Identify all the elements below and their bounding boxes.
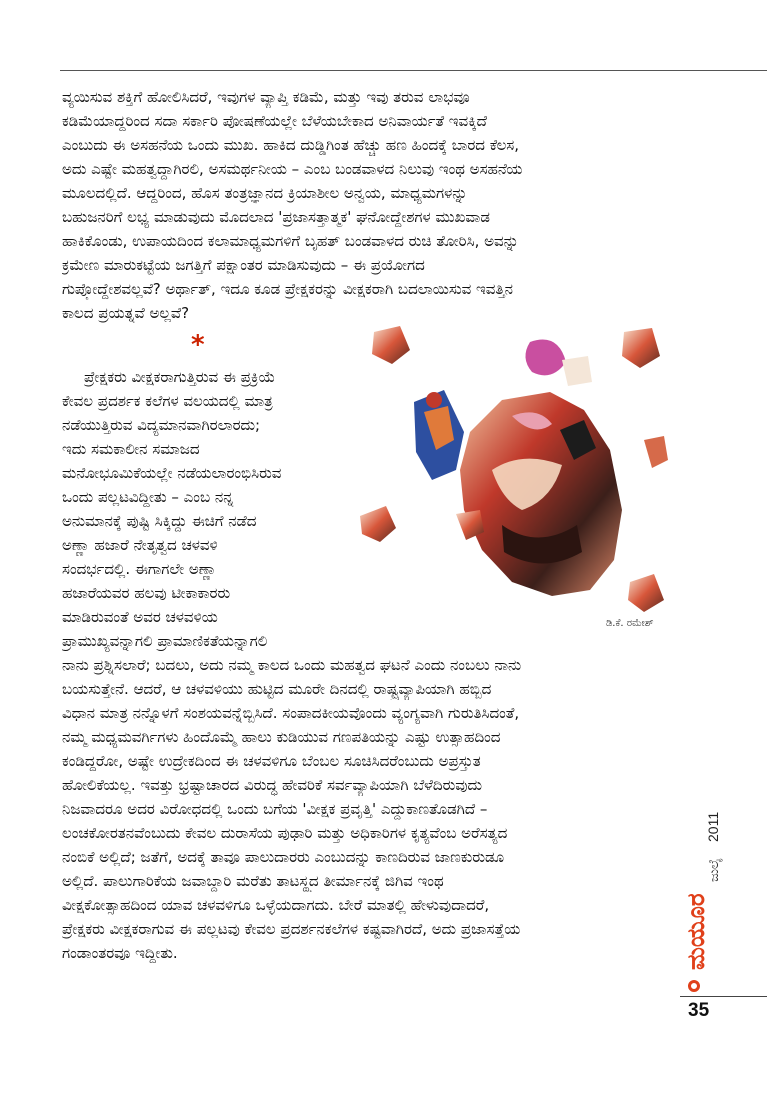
text-line: ಪ್ರಾಮುಖ್ಯವನ್ನಾಗಲಿ ಪ್ರಾಮಾಣಿಕತೆಯನ್ನಾಗಲಿ xyxy=(62,632,268,650)
section-separator: * xyxy=(191,330,205,360)
text-line: ಅದು ಎಷ್ಟೇ ಮಹತ್ವದ್ದಾಗಿರಲಿ, ಅಸಮರ್ಥನೀಯ – ಎಂಬ ಬಂಡವಾಳದ ನಿಲುವು ಇಂಥ ಅಸಹನೆಯ xyxy=(62,160,523,178)
magazine-side-strip xyxy=(682,780,726,970)
text-line: ಎಂಬುದು ಈ ಅಸಹನೆಯ ಒಂದು ಮುಖ. ಹಾಕಿದ ದುಡ್ಡಿಗಿಂತ ಹೆಚ್ಚು ಹಣ ಹಿಂದಕ್ಕೆ ಬಾರದ ಕೆಲಸ, xyxy=(62,136,520,154)
text-line: ಇದು ಸಮಕಾಲೀನ ಸಮಾಜದ xyxy=(62,440,200,458)
text-line: ಅಣ್ಣಾ ಹಜಾರೆ ನೇತೃತ್ವದ ಚಳವಳಿ xyxy=(62,536,218,554)
text-line: ನಾನು ಪ್ರಶ್ನಿಸಲಾರೆ; ಬದಲು, ಅದು ನಮ್ಮ ಕಾಲದ ಒಂದು ಮಹತ್ವದ ಘಟನೆ ಎಂದು ನಂಬಲು ನಾನು xyxy=(62,656,522,674)
text-line: ನಿಜವಾದರೂ ಅದರ ವಿರೋಧದಲ್ಲಿ ಒಂದು ಬಗೆಯ 'ವೀಕ್ಷಕ ಪ್ರವೃತ್ತಿ' ಎದ್ದುಕಾಣತೊಡಗಿದೆ – xyxy=(62,800,488,818)
page-number: 35 xyxy=(688,1000,710,1021)
text-line: ಲಂಚಕೋರತನವೆಂಬುದು ಕೇವಲ ದುರಾಸೆಯ ಪುಢಾರಿ ಮತ್ತು ಅಧಿಕಾರಿಗಳ ಕೃತ್ಯವೆಂಬ ಅರೆಸತ್ಯದ xyxy=(62,824,508,842)
top-rule xyxy=(60,70,767,71)
text-line: ಗಂಡಾಂತರವೂ ಇದ್ದೀತು. xyxy=(62,944,178,962)
text-line: ಮಾಡಿರುವಂತೆ ಅವರ ಚಳವಳಿಯ xyxy=(62,608,218,626)
text-line: ಸಂದರ್ಭದಲ್ಲಿ. ಈಗಾಗಲೇ ಅಣ್ಣಾ xyxy=(62,560,217,578)
text-line: ನಡೆಯುತ್ತಿರುವ ವಿದ್ಯಮಾನವಾಗಿರಲಾರದು; xyxy=(62,416,261,434)
illustration-credit: ಡಿ.ಕೆ. ರಮೇಶ್ xyxy=(606,618,654,629)
issue-year: 2011 xyxy=(705,811,721,842)
decorative-circle-icon xyxy=(688,980,700,992)
text-line: ನಮ್ಮ ಮಧ್ಯಮವರ್ಗಿಗಳು ಹಿಂದೊಮ್ಮೆ ಹಾಲು ಕುಡಿಯುವ ಗಣಪತಿಯನ್ನು ಎಷ್ಟು ಉತ್ಸಾಹದಿಂದ xyxy=(62,728,501,746)
text-line: ಕೇವಲ ಪ್ರದರ್ಶಕ ಕಲೆಗಳ ವಲಯದಲ್ಲಿ ಮಾತ್ರ xyxy=(62,392,273,410)
text-line: ಅಲ್ಲಿದೆ. ಪಾಲುಗಾರಿಕೆಯ ಜವಾಬ್ದಾರಿ ಮರೆತು ತಾಟಸ್ಥ್ಯದ ತೀರ್ಮಾನಕ್ಕೆ ಜಿಗಿವ ಇಂಥ xyxy=(62,872,444,890)
text-line: ಅನುಮಾನಕ್ಕೆ ಪುಷ್ಟಿ ಸಿಕ್ಕಿದ್ದು ಈಚಿಗೆ ನಡೆದ xyxy=(62,512,257,530)
text-line: ಬಹುಜನರಿಗೆ ಲಭ್ಯ ಮಾಡುವುದು ಮೊದಲಾದ 'ಪ್ರಜಾಸತ್ತಾತ್ಮಕ' ಘನೋದ್ದೇಶಗಳ ಮುಖವಾಡ xyxy=(62,208,490,226)
text-line: ಕ್ರಮೇಣ ಮಾರುಕಟ್ಟೆಯ ಜಗತ್ತಿಗೆ ಪಕ್ಷಾಂತರ ಮಾಡಿಸುವುದು – ಈ ಪ್ರಯೋಗದ xyxy=(62,256,425,274)
text-line: ಮೂಲದಲ್ಲಿದೆ. ಆದ್ದರಿಂದ, ಹೊಸ ತಂತ್ರಜ್ಞಾನದ ಕ್ರಿಯಾಶೀಲ ಅನ್ವಯ, ಮಾಧ್ಯಮಗಳನ್ನು xyxy=(62,184,468,202)
text-line: ನಂಬಿಕೆ ಅಲ್ಲಿದೆ; ಜತೆಗೆ, ಅದಕ್ಕೆ ತಾವೂ ಪಾಲುದಾರರು ಎಂಬುದನ್ನು ಕಾಣದಿರುವ ಜಾಣಕುರುಡೂ xyxy=(62,848,505,866)
text-line: ವೀಕ್ಷಕೋತ್ಸಾಹದಿಂದ ಯಾವ ಚಳವಳಿಗೂ ಒಳ್ಳೆಯದಾಗದು. ಬೇರೆ ಮಾತಲ್ಲಿ ಹೇಳುವುದಾದರೆ, xyxy=(62,896,490,914)
text-line: ವ್ಯಯಿಸುವ ಶಕ್ತಿಗೆ ಹೋಲಿಸಿದರೆ, ಇವುಗಳ ವ್ಯಾಪ್ತಿ ಕಡಿಮೆ, ಮತ್ತು ಇವು ತರುವ ಲಾಭವೂ xyxy=(62,88,470,106)
text-line: ಹಜಾರೆಯವರ ಹಲವು ಟೀಕಾಕಾರರು xyxy=(62,584,231,602)
text-line: ವಿಧಾನ ಮಾತ್ರ ನನ್ನೊಳಗೆ ಸಂಶಯವನ್ನೆಬ್ಬಿಸಿದೆ. ಸಂಪಾದಕೀಯವೊಂದು ವ್ಯಂಗ್ಯವಾಗಿ ಗುರುತಿಸಿದಂತೆ, xyxy=(62,704,520,722)
text-line: ಪ್ರೇಕ್ಷಕರು ವೀಕ್ಷಕರಾಗುತ್ತಿರುವ ಈ ಪ್ರಕ್ರಿಯೆ xyxy=(84,368,276,386)
artwork-illustration xyxy=(352,320,680,638)
text-line: ಕಾಲದ ಪ್ರಯತ್ನವೆ ಅಲ್ಲವೆ? xyxy=(62,304,190,322)
text-line: ಗುಪ್ತೋದ್ದೇಶವಲ್ಲವೆ? ಅರ್ಥಾತ್, ಇದೂ ಕೂಡ ಪ್ರೇಕ್ಷಕರನ್ನು ವೀಕ್ಷಕರಾಗಿ ಬದಲಾಯಿಸುವ ಇವತ್ತಿನ xyxy=(62,280,513,298)
issue-month: ಜುಲೈ xyxy=(707,858,722,882)
text-line: ಬಯಸುತ್ತೇನೆ. ಆದರೆ, ಆ ಚಳವಳಿಯು ಹುಟ್ಟಿದ ಮೂರೇ ದಿನದಲ್ಲಿ ರಾಷ್ಟ್ರವ್ಯಾಪಿಯಾಗಿ ಹಬ್ಬಿದ xyxy=(62,680,492,698)
footer-rule xyxy=(680,996,767,997)
text-line: ಹಾಕಿಕೊಂಡು, ಉಪಾಯದಿಂದ ಕಲಾಮಾಧ್ಯಮಗಳಿಗೆ ಬೃಹತ್ ಬಂಡವಾಳದ ರುಚಿ ತೋರಿಸಿ, ಅವನ್ನು xyxy=(62,232,519,250)
text-line: ಒಂದು ಪಲ್ಲಟವಿದ್ದೀತು – ಎಂಬ ನನ್ನ xyxy=(62,488,234,506)
text-line: ಕಡಿಮೆಯಾದ್ದರಿಂದ ಸದಾ ಸರ್ಕಾರಿ ಪೋಷಣೆಯಲ್ಲೇ ಬೆಳೆಯಬೇಕಾದ ಅನಿವಾರ್ಯತೆ ಇವಕ್ಕಿದೆ xyxy=(62,112,487,130)
text-line: ಮನೋಭೂಮಿಕೆಯಲ್ಲೇ ನಡೆಯಲಾರಂಭಿಸಿರುವ xyxy=(62,464,282,482)
magazine-name: ಮಯೂರ xyxy=(682,893,710,970)
text-line: ಪ್ರೇಕ್ಷಕರು ವೀಕ್ಷಕರಾಗುವ ಈ ಪಲ್ಲಟವು ಕೇವಲ ಪ್ರದರ್ಶನಕಲೆಗಳ ಕಷ್ಟವಾಗಿರದೆ, ಅದು ಪ್ರಜಾಸತ್ತೆಯ xyxy=(62,920,521,938)
text-line: ಹೋಲಿಕೆಯಲ್ಲ. ಇವತ್ತು ಭ್ರಷ್ಟಾಚಾರದ ವಿರುದ್ಧ ಹೇವರಿಕೆ ಸರ್ವವ್ಯಾಪಿಯಾಗಿ ಬೆಳೆದಿರುವುದು xyxy=(62,776,482,794)
text-line: ಕಂಡಿದ್ದರೋ, ಅಷ್ಟೇ ಉದ್ರೇಕದಿಂದ ಈ ಚಳವಳಿಗೂ ಬೆಂಬಲ ಸೂಚಿಸಿದರೆಂಬುದು ಅಪ್ರಸ್ತುತ xyxy=(62,752,481,770)
